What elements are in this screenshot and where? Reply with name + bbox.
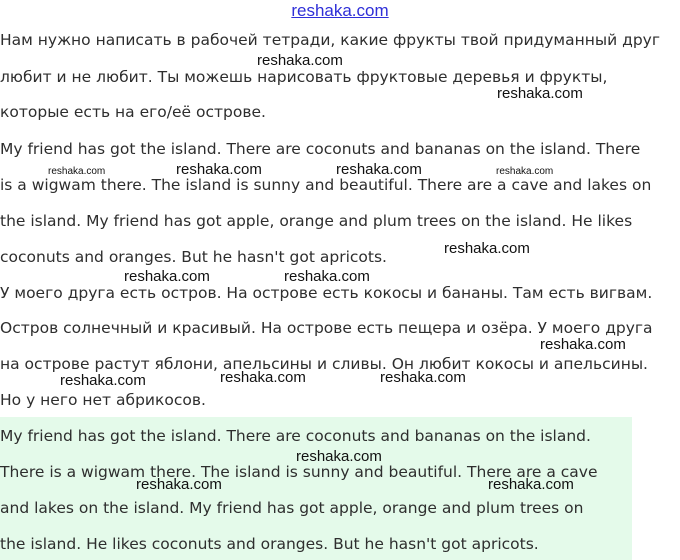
watermark: reshaka.com — [257, 52, 343, 69]
task-text-line: Нам нужно написать в рабочей тетради, какие фрукты твой придуманный друг — [0, 31, 660, 49]
answer-text-line: coconuts and oranges. But he hasn't got apricots. — [0, 248, 387, 266]
answer-text-line: My friend has got the island. There are coconuts and bananas on the island. There — [0, 140, 641, 158]
watermark: reshaka.com — [296, 448, 382, 465]
translation-text-line: Но у него нет абрикосов. — [0, 391, 206, 409]
highlighted-text-line: My friend has got the island. There are coconuts and bananas on the island. — [0, 427, 591, 445]
highlighted-text-line: and lakes on the island. My friend has got apple, orange and plum trees on — [0, 499, 584, 517]
watermark: reshaka.com — [220, 369, 306, 386]
task-text-line: которые есть на его/её острове. — [0, 103, 266, 121]
translation-text-line: на острове растут яблони, апельсины и сливы. Он любит кокосы и апельсины. — [0, 355, 648, 373]
watermark: reshaka.com — [496, 166, 554, 177]
watermark: reshaka.com — [176, 161, 262, 178]
answer-text-line: the island. My friend has got apple, orange and plum trees on the island. He likes — [0, 212, 633, 230]
highlighted-text-line: There is a wigwam there. The island is sunny and beautiful. There are a cave — [0, 463, 598, 481]
watermark: reshaka.com — [136, 476, 222, 493]
translation-text-line: Остров солнечный и красивый. На острове есть пещера и озёра. У моего друга — [0, 319, 653, 337]
watermark: reshaka.com — [48, 166, 106, 177]
watermark: reshaka.com — [60, 372, 146, 389]
watermark: reshaka.com — [540, 336, 626, 353]
watermark: reshaka.com — [380, 369, 466, 386]
site-link[interactable]: reshaka.com — [291, 1, 389, 20]
watermark: reshaka.com — [488, 476, 574, 493]
highlighted-text-line: the island. He likes coconuts and oranges. But he hasn't got apricots. — [0, 535, 539, 553]
answer-text-line: is a wigwam there. The island is sunny and beautiful. There are a cave and lakes on — [0, 176, 652, 194]
watermark: reshaka.com — [124, 268, 210, 285]
watermark: reshaka.com — [444, 240, 530, 257]
translation-text-line: У моего друга есть остров. На острове есть кокосы и бананы. Там есть вигвам. — [0, 284, 653, 302]
watermark: reshaka.com — [497, 85, 583, 102]
watermark: reshaka.com — [336, 161, 422, 178]
watermark: reshaka.com — [284, 268, 370, 285]
task-text-line: любит и не любит. Ты можешь нарисовать фруктовые деревья и фрукты, — [0, 68, 608, 86]
